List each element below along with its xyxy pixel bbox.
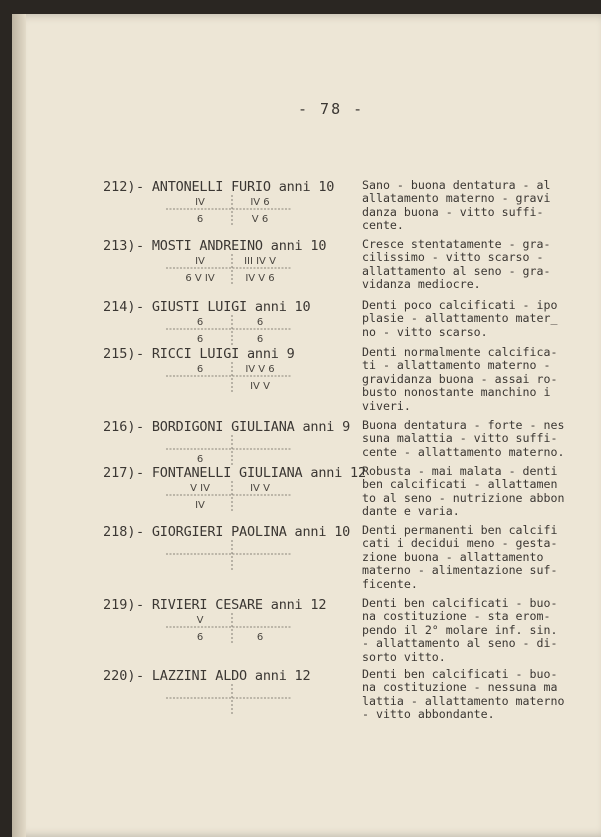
dental-chart	[160, 682, 300, 720]
entry-name: - RIVIERI CESARE anni 12	[136, 597, 327, 613]
chart-tooth-mark-ll: 6	[196, 334, 204, 345]
entry-number: 218)	[103, 524, 136, 540]
entry-description: Robusta - mai malata - denti ben calcificati - allattamen to al seno - nutrizione abbon dante e varia.	[362, 464, 565, 519]
chart-tooth-mark-lr: 6	[256, 632, 264, 643]
dental-chart-svg	[160, 682, 300, 720]
chart-tooth-mark-lr: V 6	[251, 214, 269, 225]
chart-tooth-mark-ur: V	[196, 615, 204, 626]
chart-tooth-mark-ur: 6	[196, 364, 204, 375]
entry-name: - GIUSTI LUIGI anni 10	[136, 299, 311, 315]
dental-chart	[160, 252, 300, 290]
entry-name: - MOSTI ANDREINO anni 10	[136, 238, 327, 254]
entry-number: 216)	[103, 419, 136, 435]
chart-tooth-mark-ll: 6	[196, 454, 204, 465]
entry-row	[0, 465, 601, 525]
dental-chart	[160, 479, 300, 517]
chart-tooth-mark-lr: 6	[256, 334, 264, 345]
dental-chart-svg	[160, 611, 300, 649]
entry-number: 220)	[103, 668, 136, 684]
entry-description: Cresce stentatamente - gra- cilissimo - vitto scarso - allattamento al seno - gra- vidanza mediocre.	[362, 237, 551, 292]
entry-description: Denti normalmente calcifica- ti - allattamento materno - gravidanza buona - assai ro- busto nonostante manchino i viveri.	[362, 345, 558, 413]
chart-tooth-mark-ll: 6	[196, 214, 204, 225]
entry-name: - FONTANELLI GIULIANA anni 12	[136, 465, 366, 481]
dental-chart	[160, 611, 300, 649]
chart-tooth-mark-ul: IV 6	[250, 197, 270, 208]
chart-tooth-mark-ul: IV V 6	[245, 364, 275, 375]
chart-tooth-mark-ur: IV	[195, 197, 205, 208]
chart-tooth-mark-lr: IV V 6	[245, 273, 275, 284]
entry-row	[0, 523, 601, 591]
entry-name: - ANTONELLI FURIO anni 10	[136, 179, 335, 195]
dental-chart-svg	[160, 193, 300, 231]
entry-description: Sano - buona dentatura - al allatamento materno - gravi danza buona - vitto suffi- cente.	[362, 178, 551, 233]
entry-description: Denti poco calcificati - ipo plasie - allattamento mater_ no - vitto scarso.	[362, 298, 558, 339]
entry-description: Buona dentatura - forte - nes suna malattia - vitto suffi- cente - allattamento materno.	[362, 418, 565, 459]
chart-tooth-mark-ul: III IV V	[244, 256, 276, 267]
dental-chart	[160, 360, 300, 398]
entry-row	[0, 345, 601, 413]
chart-tooth-mark-ur: V IV	[190, 483, 210, 494]
entry-row	[0, 596, 601, 664]
entry-number: 219)	[103, 597, 136, 613]
dental-chart-svg	[160, 538, 300, 576]
chart-tooth-mark-ul: IV V	[250, 483, 270, 494]
entry-row	[0, 179, 601, 239]
entry-number: 212)	[103, 179, 136, 195]
entry-number: 214)	[103, 299, 136, 315]
dental-chart	[160, 193, 300, 231]
chart-tooth-mark-ll: IV	[195, 500, 205, 511]
entry-number: 217)	[103, 465, 136, 481]
entry-name: - GIORGIERI PAOLINA anni 10	[136, 524, 351, 540]
chart-tooth-mark-lr: IV V	[250, 381, 270, 392]
entry-row	[0, 238, 601, 298]
chart-tooth-mark-ul: 6	[256, 317, 264, 328]
dental-chart-svg	[160, 360, 300, 398]
entry-number: 213)	[103, 238, 136, 254]
entry-name: - LAZZINI ALDO anni 12	[136, 668, 311, 684]
chart-tooth-mark-ll: 6 V IV	[185, 273, 215, 284]
dental-chart-svg	[160, 479, 300, 517]
entry-name: - RICCI LUIGI anni 9	[136, 346, 295, 362]
chart-tooth-mark-ll: 6	[196, 632, 204, 643]
entry-number: 215)	[103, 346, 136, 362]
dental-chart-svg	[160, 252, 300, 290]
entry-row	[0, 668, 601, 728]
page-number: - 78 -	[298, 100, 365, 118]
dental-chart	[160, 538, 300, 576]
chart-tooth-mark-ur: IV	[195, 256, 205, 267]
chart-tooth-mark-ur: 6	[196, 317, 204, 328]
entry-name: - BORDIGONI GIULIANA anni 9	[136, 419, 351, 435]
entry-description: Denti ben calcificati - buo- na costituzione - nessuna ma lattia - allattamento materno - vitto abbondante.	[362, 667, 565, 722]
entry-description: Denti ben calcificati - buo- na costituzione - sta erom- pendo il 2° molare inf. sin. - allattamento al seno - di- sorto vitto.	[362, 596, 558, 664]
entry-description: Denti permanenti ben calcifi cati i decidui meno - gesta- zione buona - allattamento materno - alimentazione suf- ficente.	[362, 523, 558, 591]
